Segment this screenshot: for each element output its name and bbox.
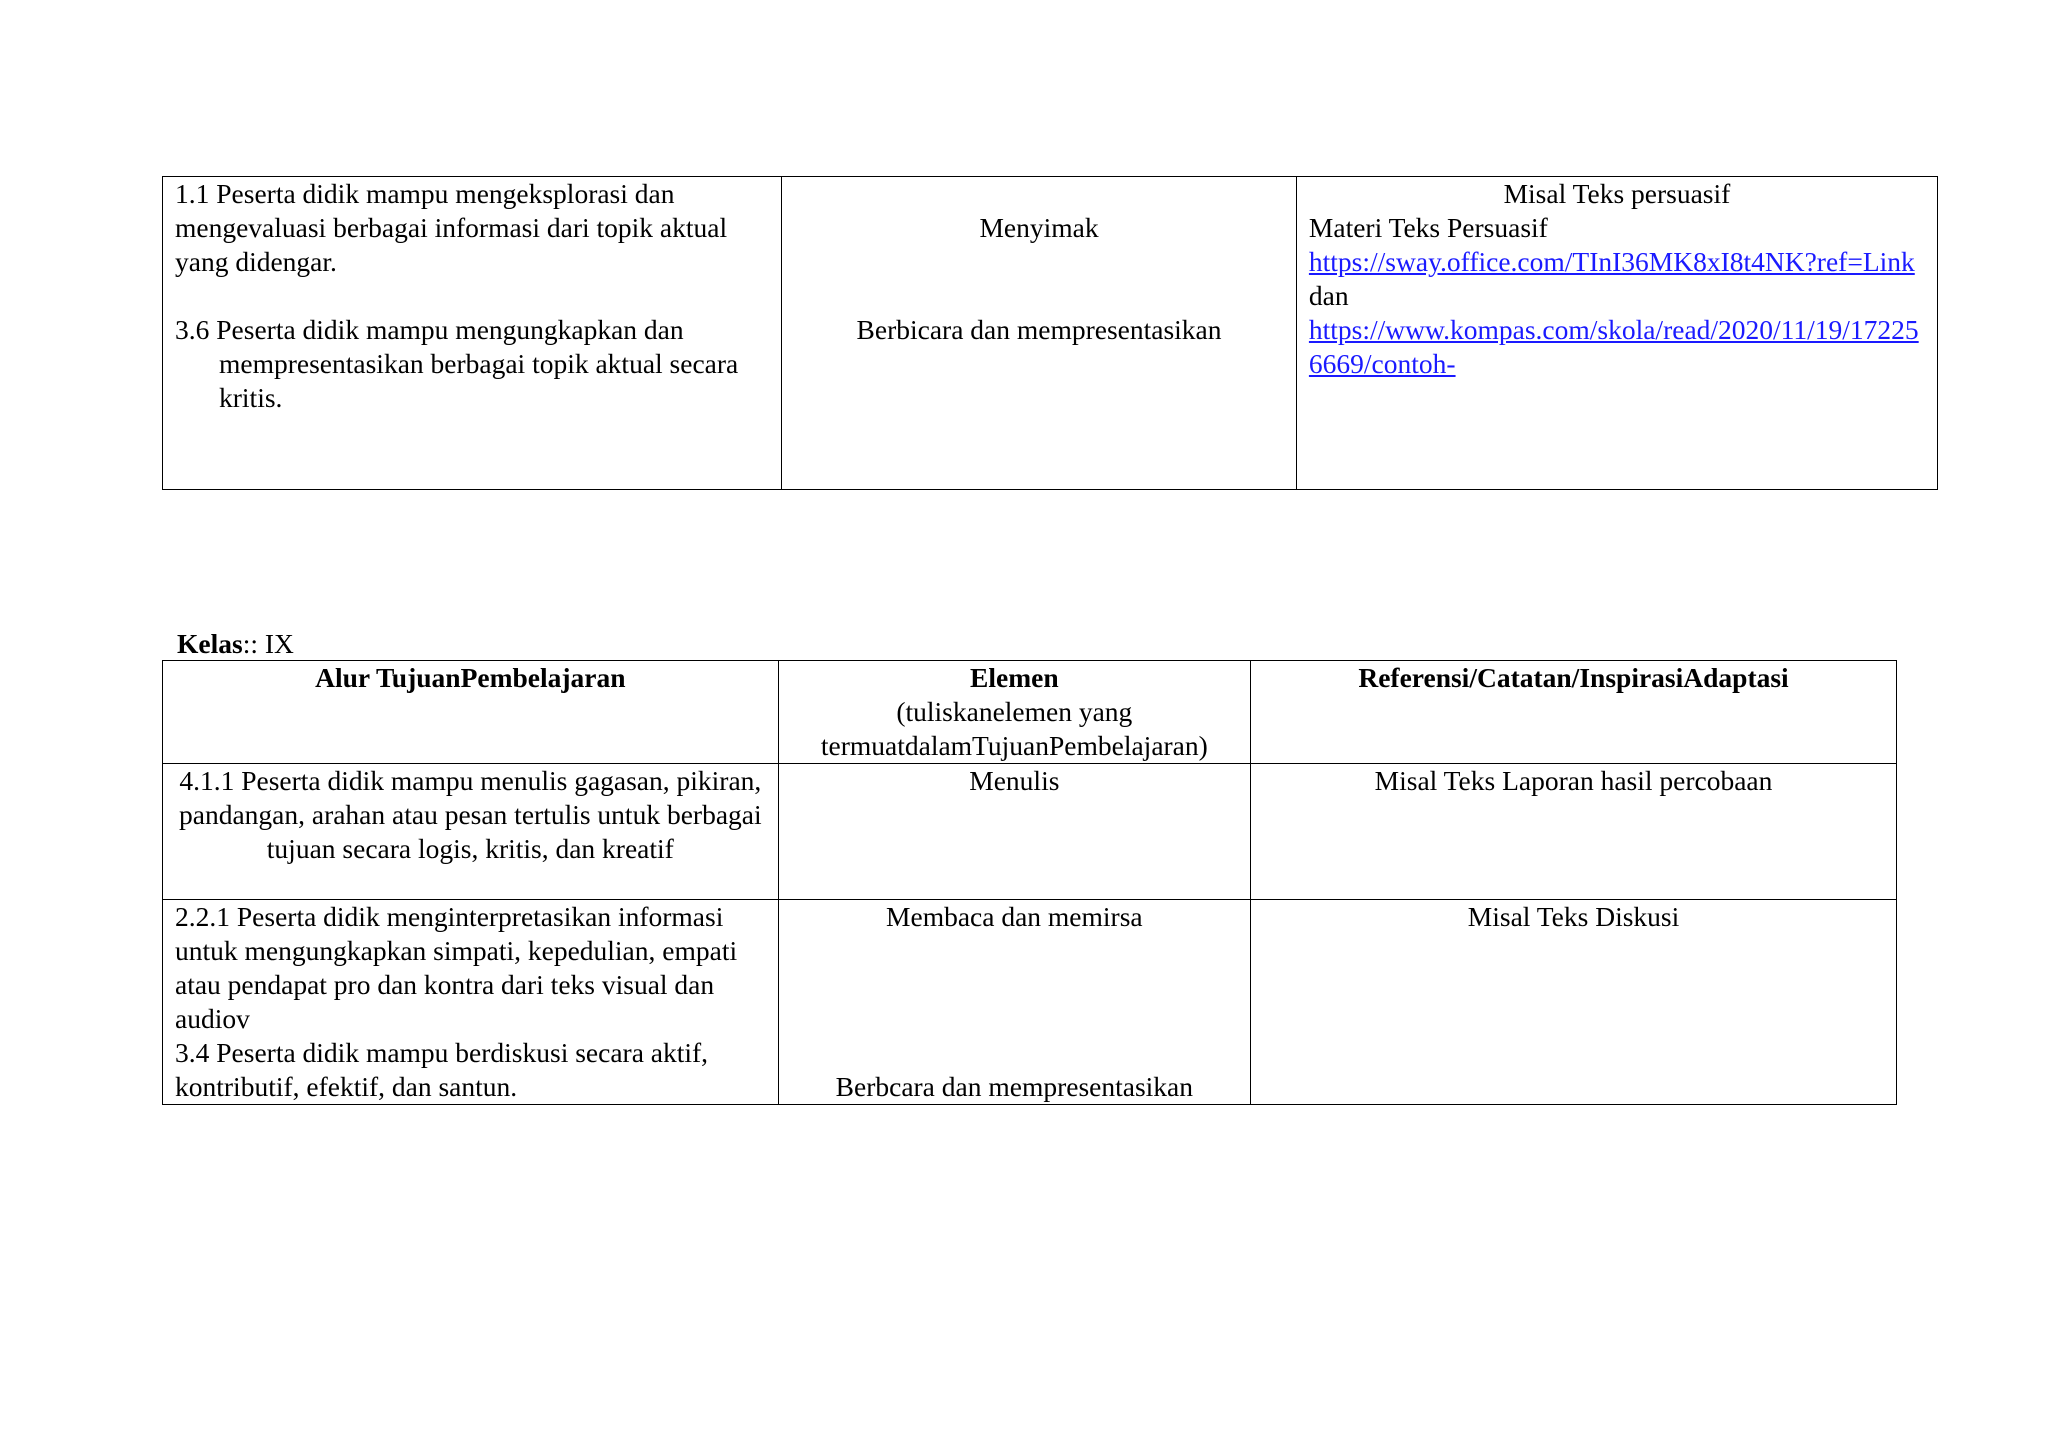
header-alur: Alur TujuanPembelajaran <box>163 661 779 764</box>
element-cell <box>782 177 1297 490</box>
class-label-key: Kelas <box>177 628 243 659</box>
table-row <box>163 177 1938 490</box>
reference-cell <box>1296 177 1937 490</box>
reference-conjunction: dan <box>1308 280 1349 311</box>
objective-3-6: 3.6 Peserta didik mampu mengungkapkan dan mempresentasikan berbagai topik aktual secara kritis. <box>175 314 739 413</box>
objective-4-1-1: 4.1.1 Peserta didik mampu menulis gagasan, pikiran, pandangan, arahan atau pesan tertulis untuk berbagai tujuan secara logis, kritis, dan kreatif <box>163 764 779 900</box>
element-berbicara-2: Berbcara dan mempresentasikan <box>835 1071 1193 1102</box>
element-berbicara: Berbicara dan mempresentasikan <box>856 314 1222 345</box>
objective-2-2-1: 2.2.1 Peserta didik menginterpretasikan informasi untuk mengungkapkan simpati, kepedulian, empati atau pendapat pro dan kontra dari teks visual dan audiov <box>175 901 738 1034</box>
reference-material: Materi Teks Persuasif <box>1308 212 1548 243</box>
reference-laporan: Misal Teks Laporan hasil percobaan <box>1251 764 1897 900</box>
header-elemen-title: Elemen <box>970 662 1059 693</box>
element-menulis: Menulis <box>778 764 1250 900</box>
element-cell-row2 <box>778 900 1250 1105</box>
table-row <box>163 900 1897 1105</box>
class-label <box>177 627 294 661</box>
objective-1-1: 1.1 Peserta didik mampu mengeksplorasi dan mengevaluasi berbagai informasi dari topik aktual yang didengar. <box>175 178 728 277</box>
kompas-link[interactable]: https://www.kompas.com/skola/read/2020/11/19/172256669/contoh- <box>1308 314 1919 379</box>
header-referensi: Referensi/Catatan/InspirasiAdaptasi <box>1251 661 1897 764</box>
competency-table-1 <box>162 176 1938 490</box>
class-label-value: :: IX <box>242 628 294 659</box>
element-menyimak: Menyimak <box>979 212 1099 243</box>
sway-link[interactable]: https://sway.office.com/TInI36MK8xI8t4NK?ref=Link <box>1308 246 1915 277</box>
header-elemen <box>778 661 1250 764</box>
table-row <box>163 764 1897 900</box>
competency-table-2 <box>162 660 1897 1105</box>
objectives-cell <box>163 177 782 490</box>
table-header-row <box>163 661 1897 764</box>
objective-3-4: 3.4 Peserta didik mampu berdiskusi secara aktif, kontributif, efektif, dan santun. <box>175 1037 709 1102</box>
element-membaca: Membaca dan memirsa <box>886 901 1143 932</box>
reference-title: Misal Teks persuasif <box>1503 178 1731 209</box>
header-elemen-subtitle: (tuliskanelemen yang termuatdalamTujuanPembelajaran) <box>820 696 1208 761</box>
objectives-cell-row2 <box>163 900 779 1105</box>
reference-diskusi: Misal Teks Diskusi <box>1251 900 1897 1105</box>
